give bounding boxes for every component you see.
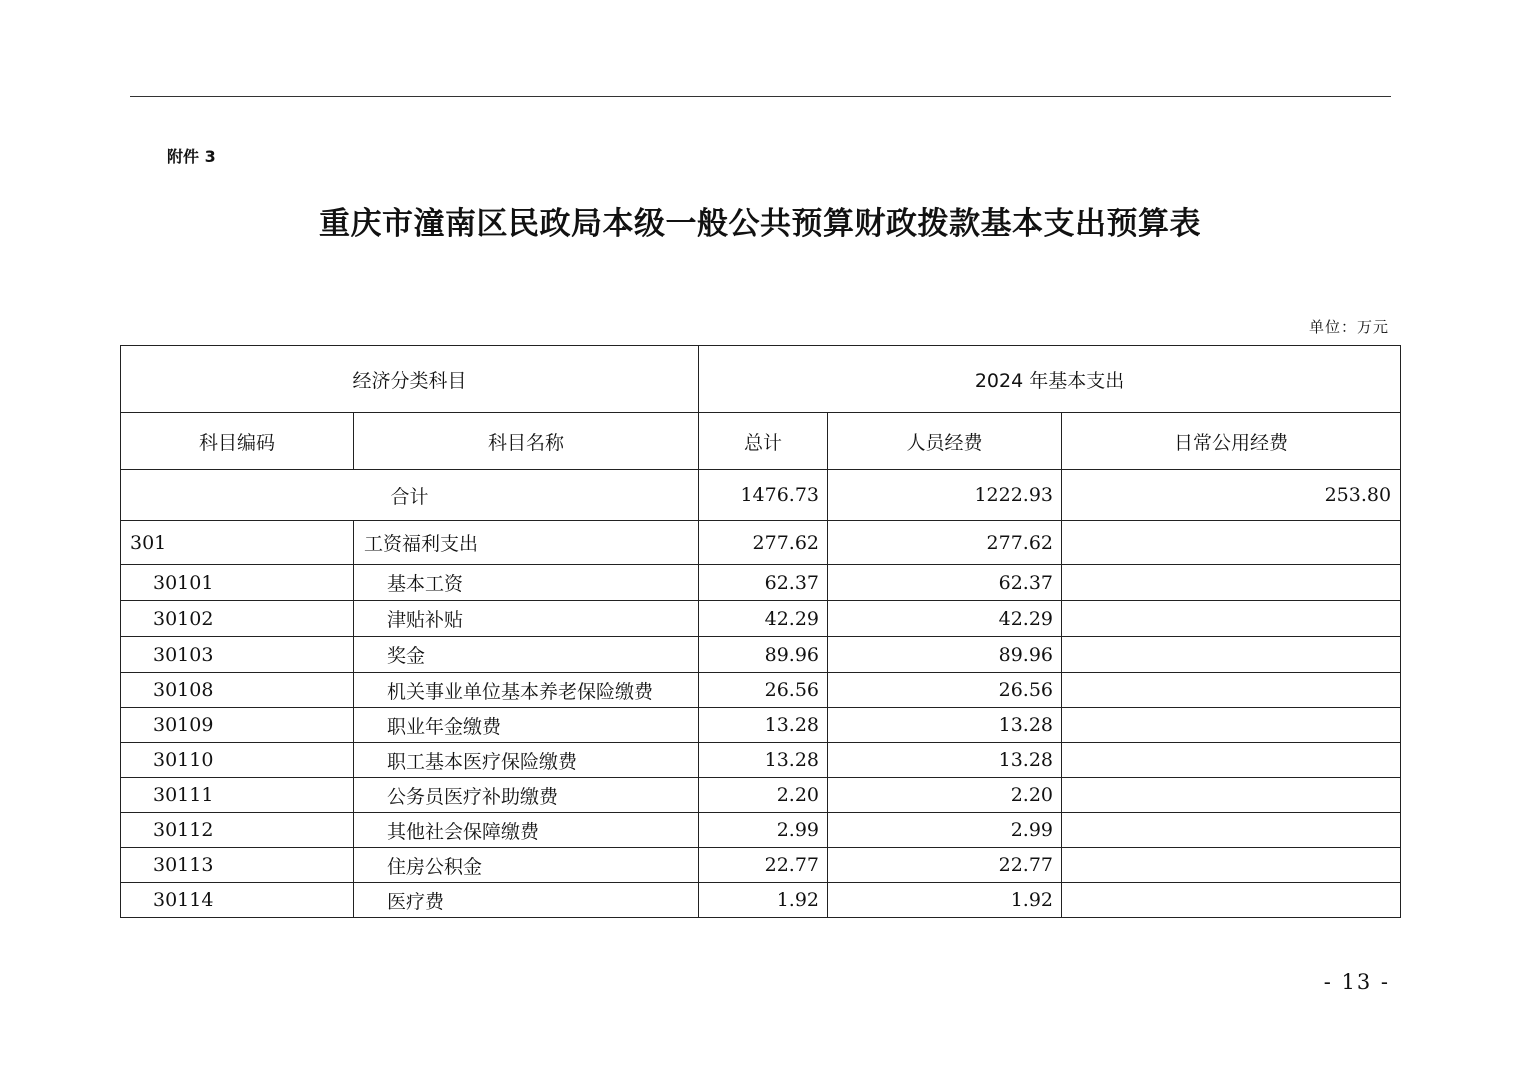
row-public xyxy=(1062,883,1401,918)
row-name: 奖金 xyxy=(354,637,699,673)
row-personnel: 1.92 xyxy=(828,883,1062,918)
row-personnel: 62.37 xyxy=(828,565,1062,601)
table-row xyxy=(121,708,1401,743)
column-header-name: 科目名称 xyxy=(354,413,699,470)
row-total: 2.99 xyxy=(699,813,828,848)
row-personnel: 13.28 xyxy=(828,743,1062,778)
table-row xyxy=(121,743,1401,778)
row-code: 30113 xyxy=(121,848,354,883)
total-row xyxy=(121,470,1401,521)
row-public xyxy=(1062,813,1401,848)
row-code: 30102 xyxy=(121,601,354,637)
column-header-code: 科目编码 xyxy=(121,413,354,470)
total-label: 合计 xyxy=(121,470,699,521)
group-header-classification: 经济分类科目 xyxy=(121,346,699,413)
row-name: 其他社会保障缴费 xyxy=(354,813,699,848)
total-total: 1476.73 xyxy=(699,470,828,521)
total-public: 253.80 xyxy=(1062,470,1401,521)
row-name: 基本工资 xyxy=(354,565,699,601)
row-code: 30112 xyxy=(121,813,354,848)
page-title: 重庆市潼南区民政局本级一般公共预算财政拨款基本支出预算表 xyxy=(319,206,1201,242)
row-public xyxy=(1062,673,1401,708)
total-personnel: 1222.93 xyxy=(828,470,1062,521)
row-code: 30110 xyxy=(121,743,354,778)
row-name: 津贴补贴 xyxy=(354,601,699,637)
group-header-year-expense: 2024 年基本支出 xyxy=(699,346,1401,413)
row-public xyxy=(1062,708,1401,743)
table-row xyxy=(121,601,1401,637)
row-code: 301 xyxy=(121,521,354,565)
row-public xyxy=(1062,601,1401,637)
row-name: 医疗费 xyxy=(354,883,699,918)
row-personnel: 2.20 xyxy=(828,778,1062,813)
row-name: 机关事业单位基本养老保险缴费 xyxy=(354,673,699,708)
row-public xyxy=(1062,521,1401,565)
row-total: 42.29 xyxy=(699,601,828,637)
row-code: 30103 xyxy=(121,637,354,673)
row-total: 22.77 xyxy=(699,848,828,883)
group-header-row xyxy=(121,346,1401,413)
table-row xyxy=(121,848,1401,883)
row-personnel: 2.99 xyxy=(828,813,1062,848)
row-code: 30111 xyxy=(121,778,354,813)
row-personnel: 22.77 xyxy=(828,848,1062,883)
row-name: 职工基本医疗保险缴费 xyxy=(354,743,699,778)
column-header-personnel: 人员经费 xyxy=(828,413,1062,470)
row-code: 30109 xyxy=(121,708,354,743)
row-public xyxy=(1062,743,1401,778)
table-row xyxy=(121,883,1401,918)
row-personnel: 42.29 xyxy=(828,601,1062,637)
column-header-row xyxy=(121,413,1401,470)
row-total: 26.56 xyxy=(699,673,828,708)
row-total: 62.37 xyxy=(699,565,828,601)
row-total: 2.20 xyxy=(699,778,828,813)
table-row xyxy=(121,813,1401,848)
page-number: - 13 - xyxy=(1323,970,1390,994)
row-public xyxy=(1062,637,1401,673)
attachment-label: 附件 3 xyxy=(167,147,216,166)
unit-label: 单位：万元 xyxy=(1308,318,1389,336)
table-row xyxy=(121,565,1401,601)
row-public xyxy=(1062,565,1401,601)
budget-table xyxy=(120,345,1401,918)
row-personnel: 26.56 xyxy=(828,673,1062,708)
row-personnel: 89.96 xyxy=(828,637,1062,673)
row-personnel: 13.28 xyxy=(828,708,1062,743)
row-total: 277.62 xyxy=(699,521,828,565)
row-total: 1.92 xyxy=(699,883,828,918)
row-code: 30108 xyxy=(121,673,354,708)
table-row xyxy=(121,521,1401,565)
row-name: 公务员医疗补助缴费 xyxy=(354,778,699,813)
row-name: 工资福利支出 xyxy=(354,521,699,565)
row-personnel: 277.62 xyxy=(828,521,1062,565)
row-public xyxy=(1062,848,1401,883)
row-code: 30114 xyxy=(121,883,354,918)
column-header-total: 总计 xyxy=(699,413,828,470)
table-row xyxy=(121,673,1401,708)
row-name: 住房公积金 xyxy=(354,848,699,883)
table-row xyxy=(121,637,1401,673)
column-header-public: 日常公用经费 xyxy=(1062,413,1401,470)
row-name: 职业年金缴费 xyxy=(354,708,699,743)
header-rule xyxy=(130,96,1391,97)
row-code: 30101 xyxy=(121,565,354,601)
row-public xyxy=(1062,778,1401,813)
row-total: 13.28 xyxy=(699,708,828,743)
row-total: 13.28 xyxy=(699,743,828,778)
row-total: 89.96 xyxy=(699,637,828,673)
table-row xyxy=(121,778,1401,813)
